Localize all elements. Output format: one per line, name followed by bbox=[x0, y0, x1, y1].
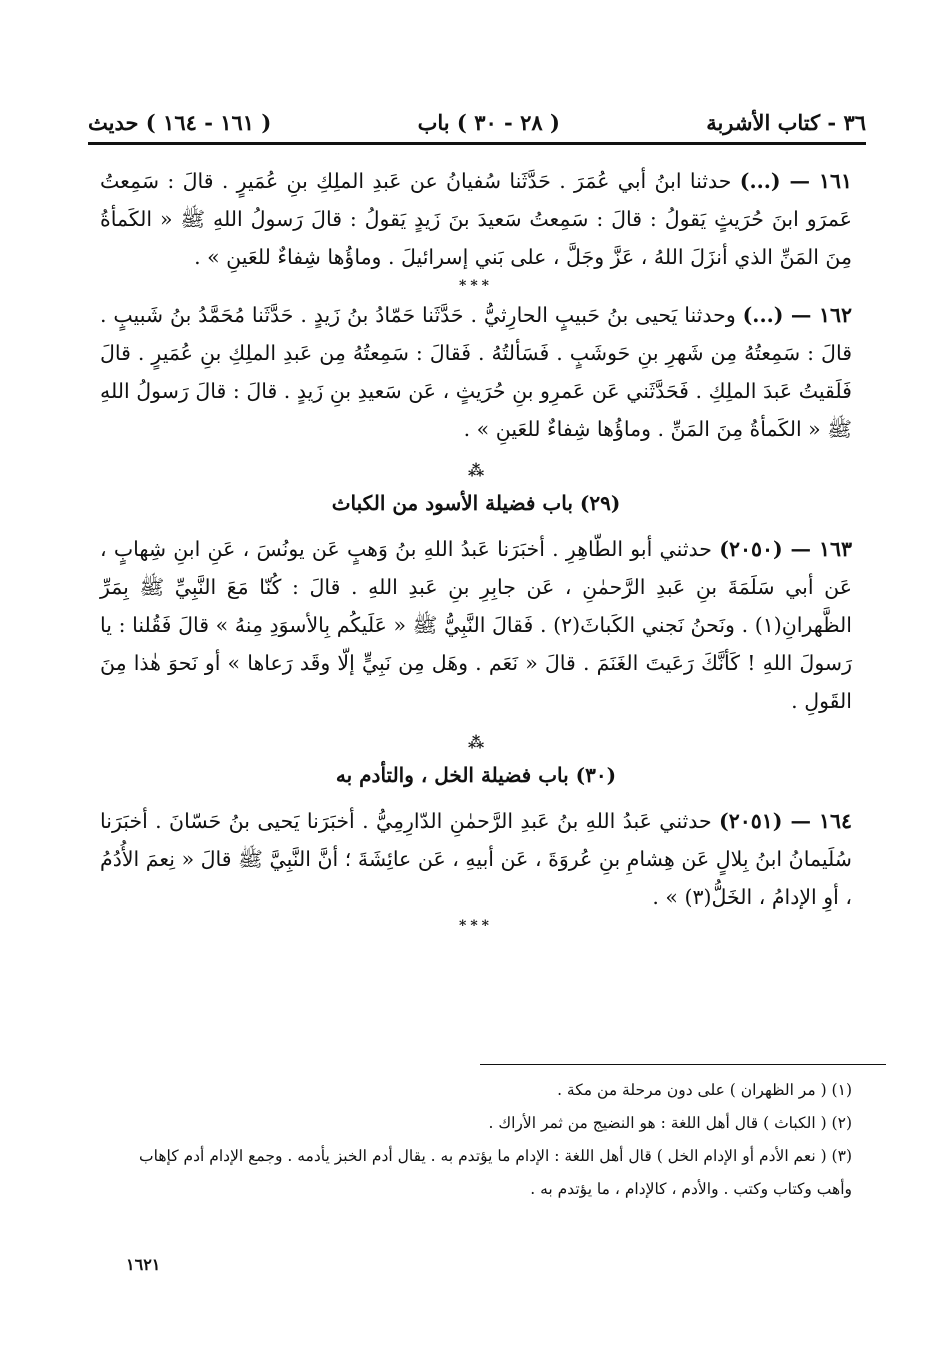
header-rule bbox=[88, 142, 866, 145]
hadith-162 bbox=[100, 296, 852, 448]
hadith-number: ١٦٢ — (...) bbox=[742, 303, 852, 327]
hadith-number: ١٦٣ — (٢٠٥٠) bbox=[719, 537, 852, 561]
bab-range: ( ٢٨ - ٣٠ ) باب bbox=[417, 109, 560, 135]
hadith-text: وحدثنا يَحيى بنُ حَبيبٍ الحارِثيُّ . حَدَّثَنا حَمّادُ بنُ زَيدٍ . حَدَّثَنا مُحَمَّدُ بنُ شَبيبٍ . قالَ : سَمِعتُهُ مِن شَهرِ بنِ حَوشَبٍ . فَسَألتُهُ . فَقالَ : سَمِعتُهُ مِن عَبدِ الملِكِ بنِ عُمَيرٍ . قالَ فَلَقيتُ عَبدَ الملِكِ . فَحَدَّثَني عَن عَمرِو بنِ حُرَيثٍ ، عَن سَعيدِ بنِ زَيدٍ . قالَ : قالَ رَسولُ اللهِ ﷺ « الكَمأةُ مِنَ المَنِّ . وماؤُها شِفاءٌ للعَينِ » . bbox=[100, 303, 852, 441]
hadith-164 bbox=[100, 802, 852, 916]
separator-stars: *** bbox=[459, 278, 493, 294]
chapter-heading-29: (٢٩) باب فضيلة الأسود من الكباث bbox=[331, 491, 621, 515]
footnote-2: (٢) ( الكباث ) قال أهل اللغة : هو النضيج من ثمر الأراك . bbox=[488, 1114, 852, 1132]
footnote-1: (١) ( مر الظهران ) على دون مرحلة من مكة . bbox=[557, 1081, 852, 1099]
hadith-text: حدثني أبو الطّاهِرِ . أخبَرَنا عَبدُ اللهِ بنُ وَهبٍ عَن يونُسَ ، عَنِ ابنِ شِهابٍ ، عَن أبي سَلَمَةَ بنِ عَبدِ الرَّحمٰنِ ، عَن جابِرِ بنِ عَبدِ اللهِ . قالَ : كُنّا مَعَ النَّبِيِّ ﷺ بِمَرِّ الظَّهرانِ(١) . ونَحنُ نَجني الكَباثَ(٢) . فَقالَ النَّبِيُّ ﷺ « عَلَيكُم بِالأسوَدِ مِنهُ » قالَ فَقُلنا : يا رَسولَ اللهِ ! كَأنَّكَ رَعَيتَ الغَنَمَ . قالَ « نَعَم . وهَل مِن نَبِيٍّ إلّا وقَد رَعاها » أو نَحوَ هٰذا مِنَ القَولِ . bbox=[100, 537, 852, 713]
chapter-heading-30: (٣٠) باب فضيلة الخل ، والتأدم به bbox=[335, 763, 617, 787]
hadith-text: حدثنا ابنُ أبي عُمَرَ . حَدَّثَنا سُفيانُ عن عَبدِ الملِكِ بنِ عُمَيرٍ . قالَ : سَمِعتُ عَمرَو ابنَ حُرَيثٍ يَقولُ : قالَ : سَمِعتُ سَعيدَ بنَ زَيدٍ يَقولُ : قالَ رَسولُ اللهِ ﷺ « الكَمأةُ مِنَ المَنِّ الذي أنزَلَ اللهُ ، عَزَّ وجَلَّ ، على بَني إسرائيلَ . وماؤُها شِفاءٌ للعَينِ » . bbox=[100, 169, 852, 269]
footnote-rule bbox=[480, 1064, 886, 1065]
footnotes bbox=[100, 1074, 852, 1206]
separator-flourish: ⁂ bbox=[467, 461, 485, 480]
hadith-163 bbox=[100, 530, 852, 720]
hadith-text: حدثني عَبدُ اللهِ بنُ عَبدِ الرَّحمٰنِ الدّارِمِيُّ . أخبَرَنا يَحيى بنُ حَسّانَ . أخبَرَنا سُلَيمانُ ابنُ بِلالٍ عَن هِشامِ بنِ عُروَةَ ، عَن أبيهِ ، عَن عائِشَةَ ؛ أنَّ النَّبِيَّ ﷺ قالَ « نِعمَ الأُدُمُ ، أوِ الإدامُ ، الخَلُّ(٣) » . bbox=[100, 809, 852, 909]
hadith-range: ( ١٦١ - ١٦٤ ) حديث bbox=[88, 109, 272, 135]
book-title: ٣٦ - كتاب الأشربة bbox=[706, 109, 866, 135]
page-number: ١٦٢١ bbox=[126, 1255, 161, 1274]
hadith-number: ١٦٤ — (٢٠٥١) bbox=[719, 809, 852, 833]
hadith-number: ١٦١ — (...) bbox=[739, 169, 852, 193]
hadith-161 bbox=[100, 162, 852, 276]
separator-stars: *** bbox=[459, 918, 493, 934]
running-header bbox=[88, 102, 866, 142]
footnote-3: (٣) ( نعم الأدم أو الإدام الخل ) قال أهل اللغة : الإدام ما يؤتدم به . يقال أدم الخبز يأدمه . وجمع الإدام أدم كإهاب وأهب وكتاب وكتب . والأدم ، كالإدام ، ما يؤتدم به . bbox=[139, 1147, 852, 1198]
separator-flourish: ⁂ bbox=[467, 733, 485, 752]
main-text bbox=[100, 162, 852, 936]
